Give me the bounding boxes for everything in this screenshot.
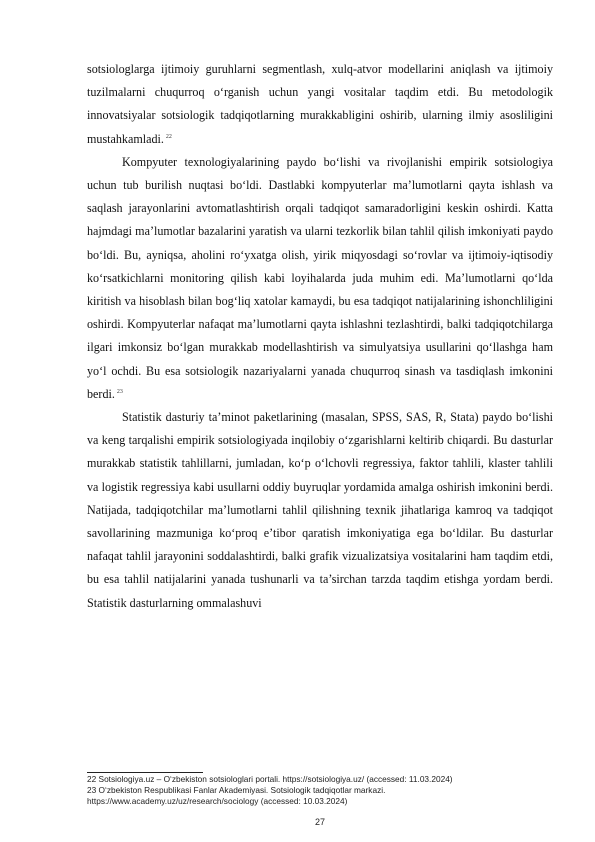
paragraph-2 <box>87 151 553 406</box>
body-text <box>87 58 553 615</box>
footnote-23: 23 O‘zbekiston Respublikasi Fanlar Akademiyasi. Sotsiologik tadqiqotlar markazi. <box>87 785 386 796</box>
paragraph-3-text: Statistik dasturiy ta’minot paketlarining (masalan, SPSS, SAS, R, Stata) paydo bo‘lishi va keng tarqalishi empirik sotsiologiyada inqilobiy o‘zgarishlarni keltirib chiqardi. Bu dasturlar murakkab statistik tahlillarni, jumladan, ko‘p o‘lchovli regressiya, faktor tahlili, klaster tahlili va logistik regressiya kabi usullarni oddiy buyruqlar yordamida amalga oshirish imkonini berdi. Natijada, tadqiqotchilar ma’lumotlarni tahlil qilishning texnik jihatlariga kamroq va tadqiqot savollarining mazmuniga ko‘proq e’tibor qaratish imkoniyatiga ega bo‘ldilar. Bu dasturlar nafaqat tahlil jarayonini soddalashtirdi, balki grafik vizualizatsiya vositalarini ham taqdim etdi, bu esa tahlil natijalarini yanada tushunarli va ta’sirchan tarzda taqdim etishga yordam berdi. Statistik dasturlarning ommalashuvi <box>87 410 553 610</box>
page-number: 27 <box>314 817 325 827</box>
paragraph-3 <box>87 406 553 615</box>
footnote-ref-23[interactable]: 23 <box>116 388 123 395</box>
paragraph-1-text: sotsiologlarga ijtimoiy guruhlarni segmentlash, xulq-atvor modellarini aniqlash va ijtimoiy tuzilmalarni chuqurroq o‘rganish uchun yangi vositalar taqdim etdi. Bu metodologik innovatsiyalar sotsiologik tadqiqotlarning murakkabligini oshirib, ularning ilmiy asosliligini mustahkamladi. <box>87 62 553 146</box>
footnote-ref-22[interactable]: 22 <box>165 133 172 140</box>
footnote-divider <box>87 772 203 773</box>
footnote-23-link[interactable]: https://www.academy.uz/uz/research/sociology (accessed: 10.03.2024) <box>87 796 348 807</box>
paragraph-2-text: Kompyuter texnologiyalarining paydo bo‘lishi va rivojlanishi empirik sotsiologiya uchun tub burilish nuqtasi bo‘ldi. Dastlabki kompyuterlar ma’lumotlarni qayta ishlash va saqlash jarayonlarini avtomatlashtirish orqali tadqiqot samaradorligini keskin oshirdi. Katta hajmdagi ma’lumotlar bazalarini yaratish va ularni tezkorlik bilan tahlil qilish imkoniyati paydo bo‘ldi. Bu, ayniqsa, aholini ro‘yxatga olish, yirik miqyosdagi so‘rovlar va ijtimoiy-iqtisodiy ko‘rsatkichlarni monitoring qilish kabi loyihalarda juda muhim edi. Ma’lumotlarni qo‘lda kiritish va hisoblash bilan bog‘liq xatolar kamaydi, bu esa tadqiqot natijalarining ishonchliligini oshirdi. Kompyuterlar nafaqat ma’lumotlarni qayta ishlashni tezlashtirdi, balki tadqiqotchilarga ilgari imkonsiz bo‘lgan murakkab modellashtirish va simulyatsiya usullarini qo‘llashga ham yo‘l ochdi. Bu esa sotsiologik nazariyalarni yanada chuqurroq sinash va tasdiqlash imkonini berdi. <box>87 154 553 401</box>
footnote-22: 22 Sotsiologiya.uz – O‘zbekiston sotsiologlari portali. https://sotsiologiya.uz/ (accessed: 11.03.2024) <box>87 774 453 784</box>
footnotes <box>87 774 557 808</box>
paragraph-1 <box>87 58 553 151</box>
